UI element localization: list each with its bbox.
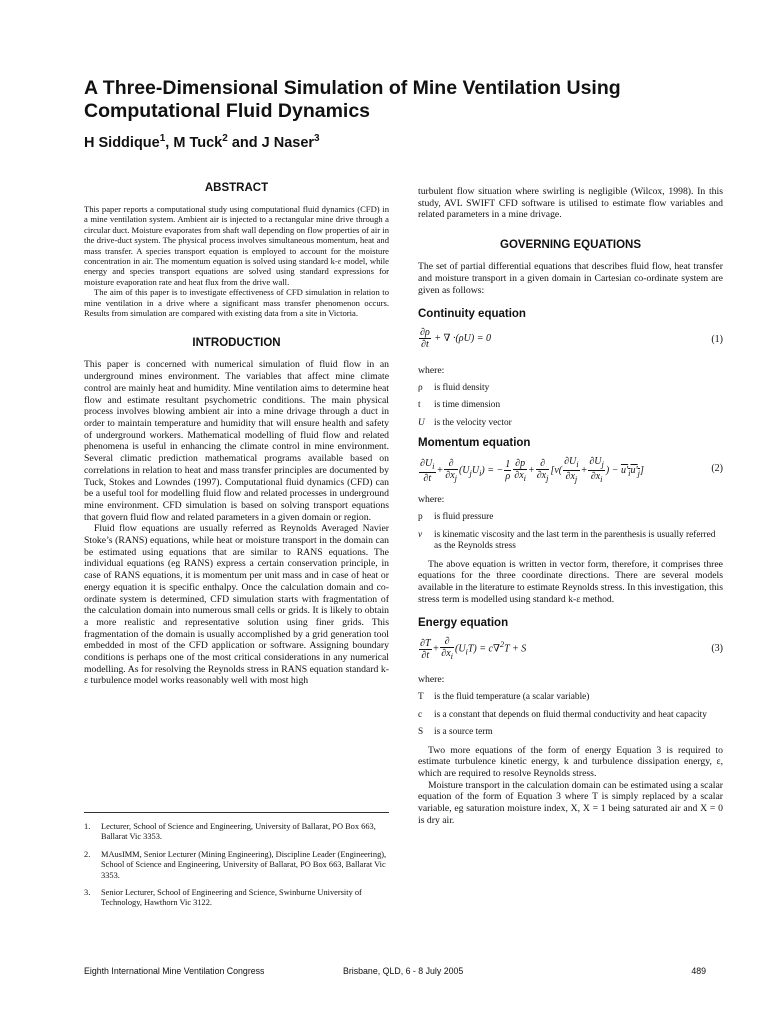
energy-equation xyxy=(418,636,723,664)
definition-text: is fluid pressure xyxy=(434,512,494,523)
definition-text: is kinematic viscosity and the last term in the parenthesis is usually referred as the Reynolds stress xyxy=(434,529,716,552)
definition-item xyxy=(418,727,723,739)
author-2: M Tuck xyxy=(173,134,223,151)
governing-equations-paragraph: The set of partial differential equations that describes fluid flow, heat transfer and moisture transport in a given domain in Cartesian co-ordinate system are given as follows: xyxy=(418,261,723,296)
footnote-number: 2. xyxy=(84,849,91,859)
definition-item xyxy=(418,418,723,430)
momentum-paragraph: The above equation is written in vector form, therefore, it comprises three equations for the three coordinate directions. There are several models available in the literature to estimate Reynolds stress. In this investigation, this stress term is modelled using standard k-ε method. xyxy=(418,558,723,605)
footnote-text: Lecturer, School of Science and Engineering, University of Ballarat, PO Box 663, Ballarat Vic 3353. xyxy=(101,822,376,842)
author-1: H Siddique xyxy=(84,134,160,151)
definition-text: is the velocity vector xyxy=(434,417,512,428)
right-column xyxy=(418,186,723,827)
footnote-divider xyxy=(84,812,389,813)
author-2-affiliation: 2 xyxy=(222,133,228,144)
symbol: c xyxy=(418,709,423,720)
continuity-heading: Continuity equation xyxy=(418,308,526,321)
continued-paragraph: turbulent flow situation where swirling is negligible (Wilcox, 1998). In this study, AVL SWIFT CFD software is utilised to estimate flow variables and related parameters in a mine drivage. xyxy=(418,186,723,221)
symbol: p xyxy=(418,512,423,523)
definition-text: is a constant that depends on fluid thermal conductivity and heat capacity xyxy=(434,709,707,720)
equation-number: (1) xyxy=(711,334,723,346)
where-label: where: xyxy=(418,365,445,377)
left-column xyxy=(84,182,389,687)
definition-text: is a source term xyxy=(434,727,493,738)
page-number: 489 xyxy=(691,966,706,976)
symbol: T xyxy=(418,692,424,703)
equation-number: (3) xyxy=(711,643,723,655)
author-3-affiliation: 3 xyxy=(314,133,320,144)
definition-text: is the fluid temperature (a scalar variable) xyxy=(434,692,590,703)
energy-paragraph: Two more equations of the form of energy Equation 3 is required to estimate turbulence kinetic energy, k and turbulence dissipation energy, ε, which are required to resolve Reynolds stress. xyxy=(418,744,723,780)
symbol: ρ xyxy=(418,382,423,393)
definition-item xyxy=(418,512,723,524)
definition-item xyxy=(418,400,723,412)
governing-equations-heading: GOVERNING EQUATIONS xyxy=(500,239,641,252)
footer-conference: Eighth International Mine Ventilation Congress xyxy=(84,966,265,976)
energy-heading: Energy equation xyxy=(418,617,509,630)
footnote-text: MAusIMM, Senior Lecturer (Mining Engineering), Discipline Leader (Engineering), School of Science and Engineering, University of Ballarat, PO Box 663, Ballarat Vic 3353. xyxy=(101,849,387,880)
equation-1-formula: $\frac{\partial\rho}{\partial t}$ + ∇ ·(ρU) = 0 xyxy=(420,327,491,351)
author-separator: and xyxy=(227,134,262,151)
footnote-number: 3. xyxy=(84,888,91,898)
author-1-affiliation: 1 xyxy=(159,133,166,144)
momentum-heading: Momentum equation xyxy=(418,437,531,450)
definition-text: is fluid density xyxy=(434,382,490,393)
energy-paragraph: Moisture transport in the calculation domain can be estimated using a scalar equation of the form of Equation 3 where T is simply replaced by a scalar variable, eg saturation moisture index, X, X = 1 being saturated air and X = 0 is dry air. xyxy=(418,779,723,826)
footnotes xyxy=(84,822,389,916)
momentum-equation xyxy=(418,456,723,486)
introduction-heading: INTRODUCTION xyxy=(192,337,281,350)
footnote-item xyxy=(84,850,389,881)
symbol: ν xyxy=(418,529,423,540)
where-label: where: xyxy=(418,674,445,686)
footnote-item xyxy=(84,888,389,909)
introduction-paragraph: Fluid flow equations are usually referred as Reynolds Averaged Navier Stoke’s (RANS) equations, while heat or moisture transport in the domain can be estimated using equations that are similar to RANS equations. The individual equations (eg RANS) express a certain conservation principle, in case of RANS equations, it is momentum per unit mass and in case of heat or energy equation it is specific enthalpy. Once the calculation domain and co-ordinate system is determined, CFD simulation starts with fragmentation of the calculation domain into numerous small cells or grids. It is likely to obtain a more realistic and representative solution using finer grids. This fragmentation of the domain is usually accomplished by a grid generation tool embedded in most of the CFD application or software. Assigning boundary conditions is perhaps one of the most critical considerations in any numerical modelling. As for resolving the Reynolds stress in RANS equation standard k-ε turbulence model works reasonably well with most high xyxy=(84,523,389,687)
author-3: J Naser xyxy=(261,134,315,151)
introduction-paragraph: This paper is concerned with numerical simulation of fluid flow in an underground mines environment. The variables that affect mine climate control are mainly heat and humidity. Mine ventilation aims to determine heat flow and estimate resultant psychometric conditions. The main physical process involves blowing ambient air into a mine drivage through a duct in order to maintain temperature and humidity that will ensure health and safety of underground workers. Mathematical modelling of fluid flow and related phenomena is useful in enhancing the climate control in mine environment. Several climatic prediction mathematical programs available based on correlations in relation to heat and mass transfer principles are documented by Tuck, Stokes and Lowndes (1997). Computational fluid dynamics (CFD) can be a useful tool for modelling fluid flow and related processes in underground mine environment. CFD simulation is based on solving transport equations that govern fluid flow and related parameters in a given domain or region. xyxy=(84,359,389,523)
definition-item xyxy=(418,692,723,704)
paper-title: A Three-Dimensional Simulation of Mine Ventilation Using Computational Fluid Dynamics xyxy=(84,77,621,122)
author-list xyxy=(84,133,320,151)
symbol: U xyxy=(418,417,425,428)
definition-text: is time dimension xyxy=(434,400,501,411)
footer-location-date: Brisbane, QLD, 6 - 8 July 2005 xyxy=(343,966,464,976)
equation-3-formula: $\frac{\partial T}{\partial t}$ + $\frac{\partial}{\partial x_i}$ $(U_iT) = c\nabla^2T + S$ xyxy=(420,636,527,662)
equation-number: (2) xyxy=(711,463,723,475)
symbol: t xyxy=(418,400,421,411)
abstract-heading: ABSTRACT xyxy=(204,182,269,194)
footnote-item xyxy=(84,822,389,843)
symbol: S xyxy=(418,727,424,738)
footnote-text: Senior Lecturer, School of Engineering and Science, Swinburne University of Technology, Hawthorn Vic 3122. xyxy=(101,888,362,908)
continuity-equation xyxy=(418,327,723,355)
definition-item xyxy=(418,530,723,553)
equation-2-formula: $\frac{\partial U_i}{\partial t}$ + $\frac{\partial}{\partial x_j}$ $(U_jU_i)$ = − $\frac{1}{\rho}$ $\frac{\partial p}{\partial x_i}$ + $\frac{\partial}{\partial x_j}$ [ν( $\frac{\partial U_i}{\partial x_j}$ + $\frac{\partial U_j}{\partial x_i}$ ) − $u'_iu'_j$] xyxy=(420,456,644,485)
abstract-paragraph: The aim of this paper is to investigate effectiveness of CFD simulation in relation to mine ventilation in a drive where a significant mass transfer phenomenon occurs. Results from simulation are compared with existing data from a site in Victoria. xyxy=(84,287,389,319)
definition-list xyxy=(418,512,723,553)
definition-item xyxy=(418,383,723,395)
definition-item xyxy=(418,710,723,722)
footnote-number: 1. xyxy=(84,822,91,831)
where-label: where: xyxy=(418,494,445,506)
author-separator: , xyxy=(165,134,174,151)
abstract-paragraph: This paper reports a computational study using computational fluid dynamics (CFD) in a mine ventilation system. Ambient air is injected to a rectangular mine drive through a circular duct. Moisture evaporates from shaft wall depending on flow properties of air in the drive-duct system. The physical process involves simultaneous momentum, heat and mass transfer. A species transport equation is employed to account for the moisture concentration in air. The momentum equation is solved using standard k-ε model, while energy and species transport equations are solved using standard expressions for moisture evaporation rate and heat flux from the drive wall. xyxy=(84,204,389,287)
definition-list xyxy=(418,692,723,739)
definition-list xyxy=(418,383,723,430)
